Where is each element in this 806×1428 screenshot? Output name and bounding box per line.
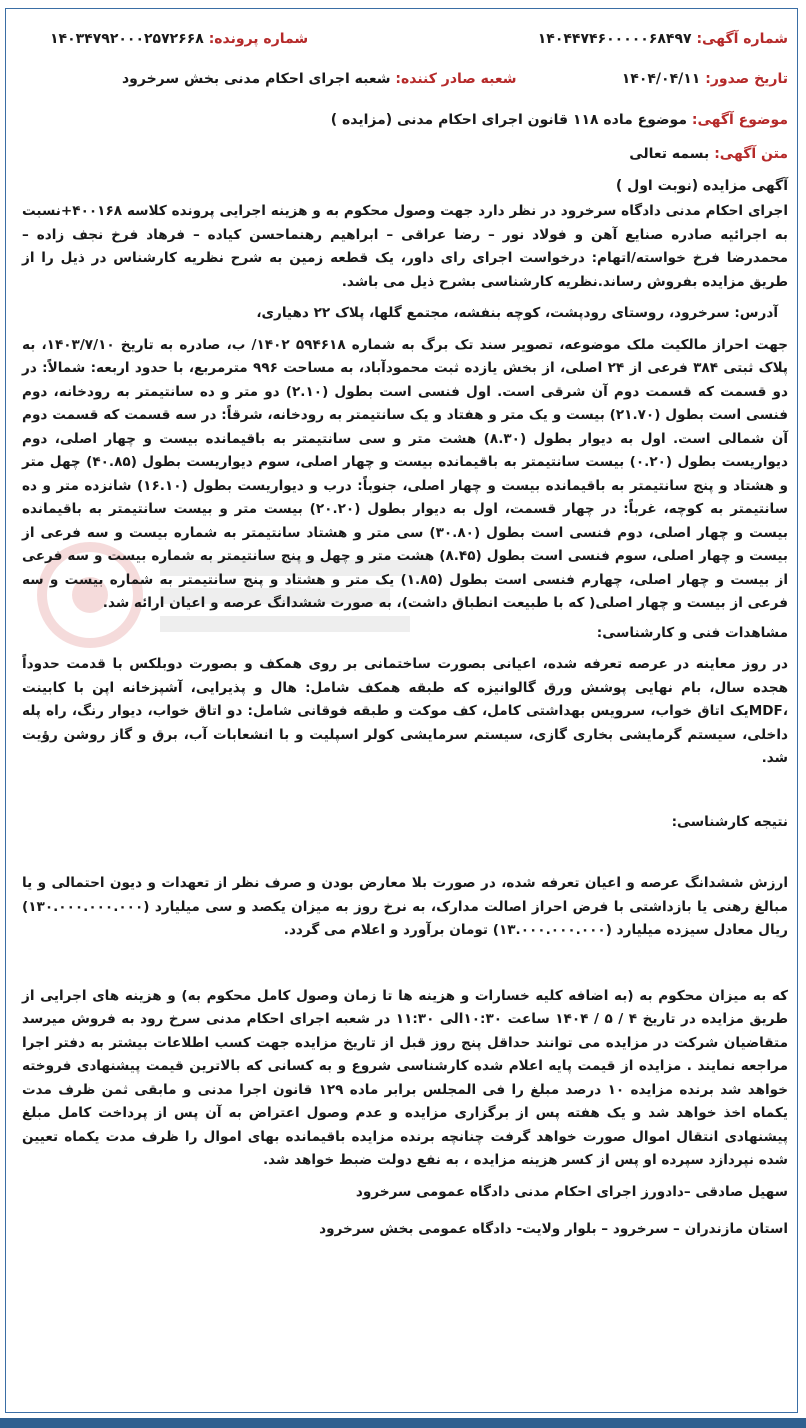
- paragraph-intro: اجرای احکام مدنی دادگاه سرخرود در نظر دارد جهت وصول محکوم به و هزینه اجرایی پرونده کلاسه ۴۰۰۱۶۸+نسبت به اجرائیه صادره صنایع آهن و فولاد نور – رضا عراقی – ابراهیم رهنماحسن کیاده – فرهاد فرخ نجف زاده – محمدرضا فرخ خواسته/اتهام: درخواست اجرای رای داور، یک قطعه زمین به شرح نظریه کارشناس در ذیل را از طریق مزایده بفروش رساند.نظریه کارشناسی بشرح ذیل می باشد.: [22, 203, 788, 290]
- paragraph-valuation: ارزش ششدانگ عرصه و اعیان تعرفه شده، در صورت بلا معارض بودن و صرف نظر از تعهدات و دیون احتمالی و یا مبالغ رهنی یا بازداشتی با فرض احراز اصالت مدارک، به نرخ روز به میزان یکصد و سی میلیارد (۱۳۰.۰۰۰.۰۰۰.۰۰۰) ریال معادل سیزده میلیارد (۱۳.۰۰۰.۰۰۰.۰۰۰) تومان برآورد و اعلام می گردد.: [22, 875, 788, 938]
- text-intro: بسمه تعالی: [629, 146, 710, 162]
- ad-number: ۱۴۰۴۴۷۴۶۰۰۰۰۰۶۸۴۹۷: [537, 31, 692, 47]
- case-number-label: شماره پرونده:: [208, 31, 309, 47]
- ad-number-field: [538, 30, 788, 48]
- address-line: آدرس: سرخرود، روستای رودپشت، کوچه بنفشه، مجتمع گلها، پلاک ۲۲ دهیاری،: [256, 305, 778, 321]
- notice-content: [22, 30, 788, 1242]
- issuer: شعبه اجرای احکام مدنی بخش سرخرود: [122, 71, 391, 87]
- paragraph-auction-terms: که به میزان محکوم به (به اضافه کلیه خسارات و هزینه ها تا زمان وصول کامل محکوم به) و هزینه های اجرایی از طریق مزایده در تاریخ ۴ / ۵ / ۱۴۰۴ ساعت ۱۰:۳۰الی ۱۱:۳۰ در شعبه اجرای احکام مدنی سرخ رود به فروش میرسد متقاضیان شرکت در مزایده می توانند حداقل پنج روز قبل از تاریخ مزایده جهت کسب اطلاعات بیشتر به دفتر اجرا مراجعه نمایند . مزایده از قیمت پایه اعلام شده کارشناسی شروع و به کسانی که بالاترین قیمت پیشنهادی فروخته خواهد شد برنده مزایده ۱۰ درصد مبلغ را فی المجلس برابر ماده ۱۲۹ قانون اجرا مدنی و مابقی ثمن ظرف مدت یکماه اخذ خواهد شد و یک هفته پس از برگزاری مزایده و عدم وصول اعتراض به آن پس از پرداخت کامل مبلغ پیشنهادی انتقال اموال صورت خواهد گرفت چنانچه برنده مزایده باقیمانده بهای اموال را ظرف مدت یکماه تعیین شده نپردازد سپرده او پس از کسر هزینه مزایده ، به نفع دولت ضبط خواهد شد.: [22, 987, 789, 1168]
- signature-line: سهیل صادقی –دادورز اجرای احکام مدنی دادگاه عمومی سرخرود: [355, 1183, 788, 1200]
- paragraph-observations: در روز معاینه در عرصه تعرفه شده، اعیانی بصورت ساختمانی بر روی همکف و بصورت دوبلکس با قدمت حدوداً هجده سال، بام نهایی پوشش ورق گالوانیزه که طبقه همکف شامل: هال و پذیرایی، آشپزخانه اپن با کابینت ،MDFیک اتاق خواب، سرویس بهداشتی کامل، کف موکت و طبقه فوقانی شامل: دو اتاق خواب، دیوار رنگ، راه پله داخلی، سیستم گرمایشی بخاری گازی، سیستم سرمایشی کولر اسپلیت و با انشعابات آب، برق و گاز روشن رؤیت شد.: [22, 656, 788, 766]
- ad-number-label: شماره آگهی:: [696, 31, 788, 47]
- subject-text: موضوع ماده ۱۱۸ قانون اجرای احکام مدنی (مزایده ): [330, 112, 687, 128]
- paragraph-ownership: جهت احراز مالکیت ملک موضوعه، تصویر سند تک برگ به شماره ۵۹۴۶۱۸ ۱۴۰۲/ ب، صادره به تاریخ ۱۴۰۳/۷/۱۰، به پلاک ثبتی ۳۸۴ فرعی از ۲۴ اصلی، از بخش یازده ثبت محمودآباد، به مساحت ۹۹۶ مترمربع، با حدود اربعه: شمالاً: در دو قسمت که قسمت دوم آن شرقی است. اول فنسی است بطول (۲.۱۰) دو متر و ده سانتیمتر به رودخانه، دوم فنسی است بطول (۲۱.۷۰) بیست و یک متر و هفتاد و یک سانتیمتر به رودخانه، شرقاً: در سه قسمت که قسمت دوم آن شمالی است. اول به دیوار بطول (۸.۳۰) هشت متر و سی سانتیمتر به باقیمانده بیست و چهار اصلی، دوم دیواریست بطول (۰.۲۰) بیست سانتیمتر به باقیمانده بیست و چهار اصلی، سوم دیواریست بطول (۴۰.۸۵) چهل متر و هشتاد و پنج سانتیمتر به باقیمانده بیست و چهار اصلی، جنوباً: درب و دیواریست بطول (۱۶.۱۰) شانزده متر و ده سانتیمتر به کوچه، غرباً: در چهار قسمت، اول به دیوار بطول (۲۰.۲۰) بیست متر و بیست سانتیمتر به باقیمانده بیست و چهار اصلی، دوم فنسی است بطول (۳۰.۸۰) سی متر و هشتاد سانتیمتر به شماره بیست و سه فرعی از بیست و چهار اصلی، سوم فنسی است بطول (۸.۴۵) هشت متر و چهل و پنج سانتیمتر به شماره بیست و سه فرعی از بیست و چهار اصلی، چهارم فنسی است بطول (۱.۸۵) یک متر و هشتاد و پنج سانتیمتر به شماره بیست و سه فرعی از بیست و چهار اصلی( که با طبیعت انطباق داشت)، به صورت ششدانگ عرصه و اعیان ارائه شد.: [22, 336, 789, 611]
- bottom-bar: [0, 1418, 806, 1428]
- subject-line: [22, 110, 788, 130]
- issuer-field: [122, 70, 517, 88]
- issue-date: ۱۴۰۴/۰۴/۱۱: [621, 71, 701, 87]
- issue-date-field: [622, 70, 788, 88]
- issue-date-label: تاریخ صدور:: [705, 71, 788, 87]
- case-number-field: [50, 30, 308, 48]
- result-title: نتیجه کارشناسی:: [671, 813, 788, 830]
- header-row-1: [22, 30, 788, 48]
- issuer-label: شعبه صادر کننده:: [395, 71, 517, 87]
- location-line: استان مازندران – سرخرود – بلوار ولایت- دادگاه عمومی بخش سرخرود: [319, 1221, 788, 1237]
- text-intro-line: [22, 144, 788, 164]
- case-number: ۱۴۰۳۴۷۹۲۰۰۰۲۵۷۲۶۶۸: [50, 31, 204, 47]
- subject-label: موضوع آگهی:: [691, 112, 788, 128]
- text-label: متن آگهی:: [714, 146, 788, 162]
- header-row-2: [22, 70, 788, 88]
- observations-title: مشاهدات فنی و کارشناسی:: [596, 624, 788, 641]
- auction-title: آگهی مزایده (نوبت اول ): [615, 178, 788, 194]
